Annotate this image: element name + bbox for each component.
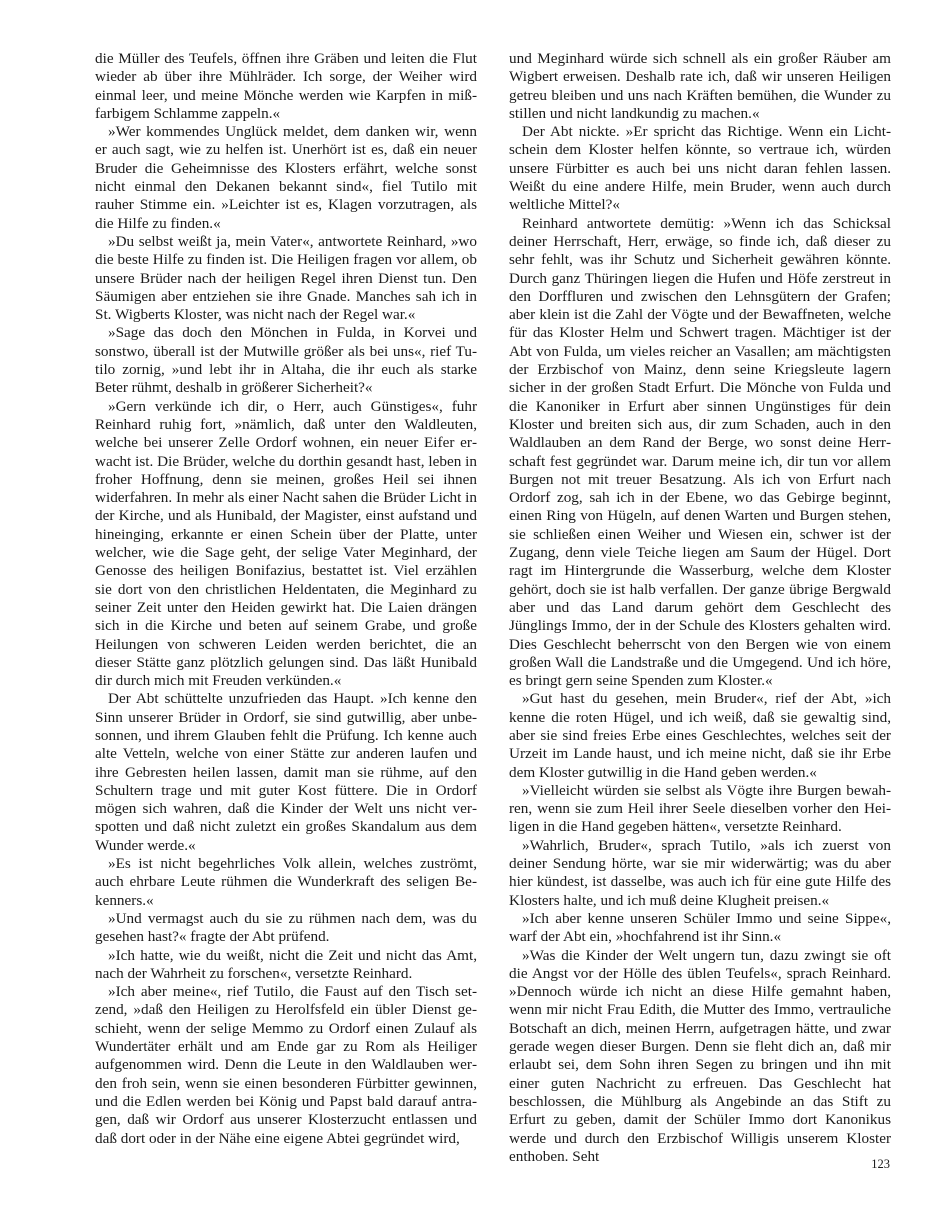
paragraph: »Es ist nicht begehrliches Volk allein, welches zuströmt, auch ehrbare Leute rühmen die Wunderkraft des seligen Bekenners.«	[95, 855, 477, 909]
paragraph: »Wahrlich, Bruder«, sprach Tutilo, »als ich zuerst von deiner Sendung hörte, war sie mir widerwärtig; was du aber hier kündest, ist dasselbe, was auch ich für eine gute Hilfe des Klosters halte, und ich muß deine Klugheit preisen.«	[509, 836, 891, 909]
paragraph: »Ich hatte, wie du weißt, nicht die Zeit und nicht das Amt, nach der Wahrheit zu forschen«, versetzte Reinhard.	[95, 946, 477, 982]
paragraph: die Müller des Teufels, öffnen ihre Gräben und leiten die Flut wieder ab über ihre Mühlräder. Ich sorge, der Weiher wird einmal leer, und meine Mönche werden wie Karpfen in mißfarbigem Schlamme zappeln.«	[95, 50, 477, 122]
right-column	[509, 50, 891, 1166]
paragraph: Reinhard antwortete demütig: »Wenn ich das Schicksal deiner Herrschaft, Herr, erwäge, so finde ich, daß dieser zu sehr fehlt, was ihr Schutz und Sicherheit gewähren könnte. Durch ganz Thüringen liegen die Hufen und Höfe zerstreut in den Dorffluren und zwischen den Lehnsgütern der Grafen; aber klein ist die Zahl der Vögte und der Bewaffneten, welche für das Kloster Helm und Schwert tragen. Mächtiger ist der Abt von Fulda, um vieles reicher an Vasallen; am mächtigsten der Erzbischof von Mainz, denn seine Kriegsleute lagern sicher in der großen Stadt Erfurt. Die Mönche von Fulda und die Kanoniker in Erfurt aber sinnen Ungünstiges für dein Kloster und breiten sich aus, dir zum Schaden, auch in den Waldlauben an dem Rand der Berge, wo sonst deine Herrschaft fest gegründet war. Darum meine ich, dir tun vor allem Burgen not mit treuer Besatzung. Als ich von Erfurt nach Ordorf zog, sah ich in der Ebene, wo das Gebirge beginnt, einen Ring von Hügeln, auf denen Warten und Burgen stehen, sie schließen einen Weiher und Wiesen ein, schwer ist der Zugang, denn viele Teiche liegen am Saum der Hügel. Dort ragt im Hintergrunde die Wasserburg, welche dem Kloster gehört, doch sie ist halb verfallen. Der ganze übrige Bergwald aber und das Land darum gehört dem Geschlecht des Jünglings Immo, der in der Schule des Klosters gehalten wird. Dies Geschlecht beherrscht von den Bergen wie von einem großen Wall die Landstraße und die Umgegend. Und ich höre, es bringt gern seine Spenden zum Kloster.«	[509, 214, 891, 690]
paragraph: »Was die Kinder der Welt ungern tun, dazu zwingt sie oft die Angst vor der Hölle des üblen Teufels«, sprach Reinhard. »Dennoch würde ich nicht an diese Hilfe gemahnt haben, wenn mir nicht Frau Edith, die Mutter des Immo, vertrauliche Botschaft an dich, meinen Herrn, aufgetragen hätte, und zwar gerade wegen dieser Burgen. Denn sie fleht dich an, daß mir erlaubt sei, dem Sohn ihren Segen zu bringen und ihn mit einer guten Nachricht zu erfreuen. Das Geschlecht hat beschlossen, die Mühlburg als Angebinde an das Stift zu Erfurt zu geben, damit der Schüler Immo dort Kanonikus werde und durch den Erzbischof Willigis unserem Kloster enthoben. Seht	[509, 946, 891, 1165]
paragraph: »Und vermagst auch du sie zu rühmen nach dem, was du gesehen hast?« fragte der Abt prüfend.	[95, 909, 477, 946]
paragraph: und Meginhard würde sich schnell als ein großer Räuber am Wigbert erweisen. Deshalb rate ich, daß wir unseren Heiligen getreu bleiben und uns nach Kräften bemühen, die Wunder zu stillen und nicht landkundig zu machen.«	[509, 50, 891, 122]
page-number: 123	[871, 1157, 890, 1171]
paragraph: »Vielleicht würden sie selbst als Vögte ihre Burgen bewahren, wenn sie zum Heil ihrer Seele dieselben vorher den Heiligen in die Hand gegeben hätten«, versetzte Reinhard.	[509, 781, 891, 836]
paragraph: »Ich aber meine«, rief Tutilo, die Faust auf den Tisch setzend, »daß den Heiligen zu Herolfsfeld ein übler Dienst geschieht, wenn der selige Memmo zu Ordorf einen Zulauf als Wundertäter erhält und am Ende gar zu Rom als Heiliger aufgenommen wird. Denn die Leute in den Waldlauben werden froh sein, wenn sie einen besonderen Fürbitter gewinnen, und die Edlen werden bei König und Papst bald darauf antragen, daß wir Ordorf aus unserer Klosterzucht entlassen und daß dort oder in der Nähe eine eigene Abtei gegründet wird,	[95, 983, 477, 1147]
paragraph: »Sage das doch den Mönchen in Fulda, in Korvei und sonstwo, überall ist der Mutwille größer als bei uns«, rief Tutilo zornig, »und lebt ihr in Altaha, die ihr euch als starke Beter rühmt, deshalb in größerer Sicherheit?«	[95, 324, 477, 397]
paragraph: »Du selbst weißt ja, mein Vater«, antwortete Reinhard, »wo die beste Hilfe zu finden ist. Die Heiligen fragen vor allem, ob unsere Brüder nach der heiligen Regel ihren Dienst tun. Den Säumigen aber entziehen sie ihre Gnade. Manches sah ich in St. Wigberts Kloster, was nicht nach der Regel war.«	[95, 232, 477, 324]
paragraph: »Gern verkünde ich dir, o Herr, auch Günstiges«, fuhr Reinhard ruhig fort, »nämlich, daß unter den Waldleuten, welche bei unserer Zelle Ordorf wohnen, ein neuer Eifer erwacht ist. Die Brüder, welche du dorthin gesandt hast, leben in froher Hoffnung, denn sie meinen, großes Heil sei ihnen widerfahren. In mehr als einer Nacht sahen die Brüder Licht in der Kirche, und als Hunibald, der Magister, einst aufstand und hineinging, erkannte er einen Schein über der Platte, unter welcher, wie die Sage geht, der selige Vater Meginhard, der Genosse des heiligen Bonifazius, bestattet ist. Viel erzählen sie dort von den christlichen Heldentaten, die Meginhard zu seiner Zeit unter den Heiden gewirkt hat. Die Laien drängen sich in die Kirche und beten auf seinem Grabe, und große Heilungen von schweren Leiden werden berichtet, die an dieser Stätte ganz plötzlich gelungen sind. Das läßt Hunibald dir durch mich mit Freuden verkünden.«	[95, 397, 477, 690]
paragraph: Der Abt schüttelte unzufrieden das Haupt. »Ich kenne den Sinn unserer Brüder in Ordorf, sie sind gutwillig, aber unbesonnen, und ihrem Glauben fehlt die Prüfung. Ich kenne auch alte Vetteln, welche von einer Stätte zur anderen laufen und ihre Gebresten heilen lassen, damit man sie rühme, auf den Schultern trage und mit guter Kost füttere. Die in Ordorf mögen sich wahren, daß die Kinder der Welt uns nicht verspotten und daß nicht zuletzt ein großes Skandalum aus dem Wunder werde.«	[95, 690, 477, 854]
paragraph: »Gut hast du gesehen, mein Bruder«, rief der Abt, »ich kenne die roten Hügel, und ich weiß, daß sie gewaltig sind, aber sie sind freies Erbe eines Geschlechtes, welches seit der Urzeit im Lande haust, und ich meine nicht, daß sie ihr Erbe dem Kloster gutwillig in die Hand geben werden.«	[509, 690, 891, 781]
paragraph: Der Abt nickte. »Er spricht das Richtige. Wenn ein Lichtschein dem Kloster helfen könnte, so vertraue ich, würden unsere Fürbitter es auch bei uns nicht daran fehlen lassen. Weißt du eine andere Hilfe, mein Bruder, wenn auch durch weltliche Mittel?«	[509, 123, 891, 214]
left-column	[95, 50, 477, 1148]
paragraph: »Ich aber kenne unseren Schüler Immo und seine Sippe«, warf der Abt ein, »hochfahrend ist ihr Sinn.«	[509, 909, 891, 946]
paragraph: »Wer kommendes Unglück meldet, dem danken wir, wenn er auch sagt, wie zu helfen ist. Unerhört ist es, daß ein neuer Bruder die Geheimnisse des Klosters erfährt, welche sonst nicht einmal den Dekanen bekannt sind«, fiel Tutilo mit rauher Stimme ein. »Leichter ist es, Klagen vorzutragen, als die Hilfe zu finden.«	[95, 123, 477, 232]
